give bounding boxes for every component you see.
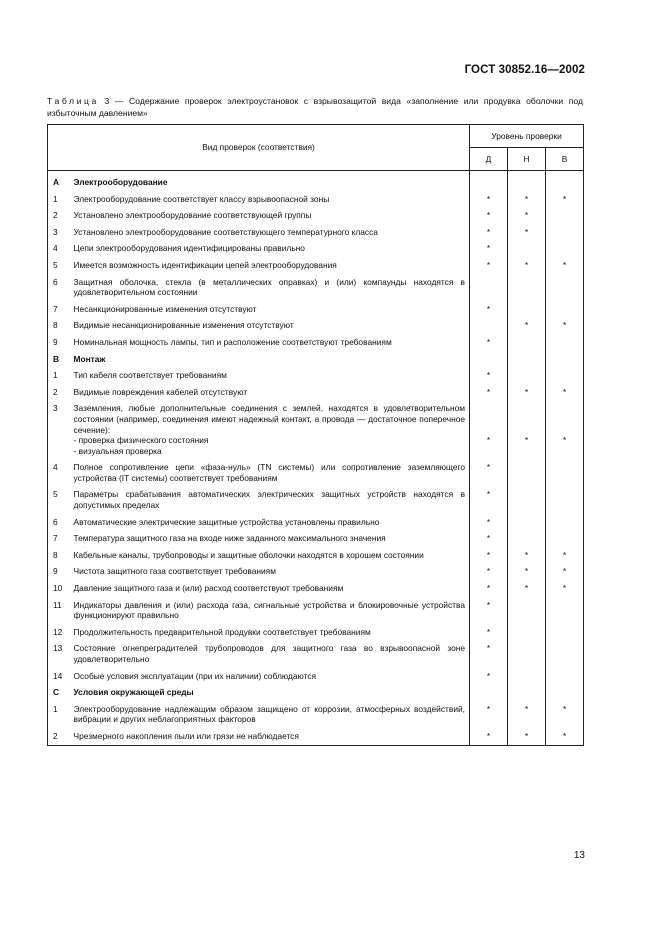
table-row [48, 301, 584, 318]
mark-d: * [470, 668, 508, 685]
table-row [48, 580, 584, 597]
mark-n: * [508, 224, 546, 241]
table-row [48, 334, 584, 351]
mark-d: * [470, 624, 508, 641]
mark-v [546, 224, 584, 241]
mark-d [470, 684, 508, 701]
table-row [48, 274, 584, 301]
column-header-d: Д [470, 148, 508, 171]
mark-v: * [546, 701, 584, 728]
mark-n: * [508, 207, 546, 224]
row-description: Давление защитного газа и (или) расход соответствуют требованиям [73, 583, 344, 594]
row-number: 9 [48, 563, 70, 580]
row-number: 3 [48, 400, 70, 459]
section-title: Электрооборудование [73, 177, 168, 187]
row-number: 4 [48, 240, 70, 257]
table-row [48, 317, 584, 334]
row-number: 2 [48, 728, 70, 745]
row-description [70, 400, 470, 459]
row-number: 13 [48, 640, 70, 667]
mark-d: * [470, 547, 508, 564]
mark-n [508, 274, 546, 301]
mark-d: * [470, 191, 508, 208]
row-description: Защитная оболочка, стекла (в металлических оправках) и (или) компаунды находятся в удовлетворительном состоянии [73, 276, 466, 298]
mark-n: * [508, 563, 546, 580]
mark-n [508, 367, 546, 384]
row-number: 11 [48, 597, 70, 624]
mark-v: * [546, 728, 584, 745]
mark-v: * [546, 191, 584, 208]
mark-v: * [546, 580, 584, 597]
row-number: 8 [48, 547, 70, 564]
row-number: 1 [48, 367, 70, 384]
mark-v [546, 668, 584, 685]
mark-d: * [470, 563, 508, 580]
mark-d: * [470, 701, 508, 728]
mark-v [546, 400, 584, 459]
row-description: Цепи электрооборудования идентифицированы правильно [73, 243, 305, 254]
row-number: А [48, 171, 70, 191]
row-number: 10 [48, 580, 70, 597]
row-description: Несанкционированные изменения отсутствуют [73, 303, 257, 314]
row-subitem: - проверка физического состояния [73, 435, 209, 446]
mark-n [508, 459, 546, 486]
section-row [48, 171, 584, 191]
mark-d: * [470, 728, 508, 745]
mark-v-sub2: * [562, 435, 567, 446]
table-row [48, 486, 584, 513]
table-row [48, 240, 584, 257]
section-row [48, 351, 584, 368]
caption-lead: Таблица [47, 96, 99, 106]
column-header-n: Н [508, 148, 546, 171]
row-description: Чистота защитного газа соответствует требованиям [73, 566, 276, 577]
mark-v [546, 640, 584, 667]
mark-v [546, 684, 584, 701]
row-number: 1 [48, 191, 70, 208]
row-description: Установлено электрооборудование соответствующего температурного класса [73, 226, 378, 237]
row-description: Имеется возможность идентификации цепей электрооборудования [73, 259, 337, 270]
row-description: Состояние огнепреградителей трубопроводов для защитного газа во взрывоопасной зоне удовлетворительно [73, 643, 466, 664]
caption-text: 3 — Содержание проверок электроустановок с взрывозащитой вида «заполнение или продувка оболочки под избыточным давлением» [47, 96, 583, 118]
table-row [48, 384, 584, 401]
mark-v [546, 171, 584, 191]
table-row [48, 514, 584, 531]
row-number: 4 [48, 459, 70, 486]
mark-d: * [470, 459, 508, 486]
row-description: Индикаторы давления и (или) расхода газа, сигнальные устройства и блокировочные устройства функционируют правильно [73, 599, 466, 621]
row-description: Параметры срабатывания автоматических электрических защитных устройств находятся в допустимых пределах [73, 489, 466, 511]
row-description: Автоматические электрические защитные устройства установлены правильно [73, 516, 380, 527]
mark-v [546, 351, 584, 368]
mark-n: * [508, 257, 546, 274]
table-row [48, 728, 584, 745]
mark-d: * [470, 224, 508, 241]
mark-d: * [470, 384, 508, 401]
row-number: 7 [48, 530, 70, 547]
row-number: 12 [48, 624, 70, 641]
row-description: Номинальная мощность лампы, тип и расположение соответствуют требованиям [73, 336, 392, 347]
table-body [48, 171, 584, 746]
mark-d-sub1: * [486, 435, 491, 446]
document-code: ГОСТ 30852.16—2002 [464, 64, 585, 76]
column-header-level: Уровень проверки [470, 125, 584, 148]
mark-d: * [470, 207, 508, 224]
mark-d [470, 351, 508, 368]
mark-v: * [546, 257, 584, 274]
table-row [48, 668, 584, 685]
row-number: С [48, 684, 70, 701]
mark-n [508, 684, 546, 701]
mark-d: * [470, 486, 508, 513]
mark-d [470, 400, 508, 459]
mark-n: * [508, 191, 546, 208]
row-number: В [48, 351, 70, 368]
mark-n: * [508, 701, 546, 728]
mark-v: * [546, 317, 584, 334]
section-title: Условия окружающей среды [73, 687, 194, 698]
table-row [48, 547, 584, 564]
mark-v [546, 514, 584, 531]
mark-v [546, 486, 584, 513]
table-row [48, 191, 584, 208]
mark-n [508, 597, 546, 624]
row-number: 3 [48, 224, 70, 241]
row-number: 5 [48, 257, 70, 274]
table-row [48, 257, 584, 274]
mark-d: * [470, 367, 508, 384]
table-row [48, 207, 584, 224]
mark-n [508, 171, 546, 191]
table-row [48, 701, 584, 728]
row-number: 2 [48, 207, 70, 224]
section-title: Монтаж [73, 353, 106, 364]
inspection-table [47, 124, 584, 746]
mark-v [546, 240, 584, 257]
mark-d: * [470, 334, 508, 351]
table-row [48, 563, 584, 580]
mark-v [546, 367, 584, 384]
row-description: Температура защитного газа на входе ниже заданного максимального значения [73, 533, 386, 544]
mark-n: * [508, 384, 546, 401]
row-description-main: Заземления, любые дополнительные соединения с землей, находятся в удовлетворительном состоянии (например, соединения имеют надежный контакт, а провода — достаточное поперечное сечение): [73, 403, 466, 435]
table-row [48, 624, 584, 641]
mark-n [508, 400, 546, 459]
table-row [48, 400, 584, 459]
column-header-check-type: Вид проверок (соответствия) [48, 125, 470, 171]
row-number: 6 [48, 514, 70, 531]
mark-v [546, 334, 584, 351]
row-description: Кабельные каналы, трубопроводы и защитные оболочки находятся в хорошем состоянии [73, 549, 424, 560]
mark-n: * [508, 580, 546, 597]
table-row [48, 224, 584, 241]
mark-n [508, 624, 546, 641]
row-number: 9 [48, 334, 70, 351]
row-subitem: - визуальная проверка [73, 445, 162, 456]
mark-d: * [470, 597, 508, 624]
mark-d: * [470, 530, 508, 547]
mark-n-sub2: * [524, 435, 529, 446]
mark-v [546, 624, 584, 641]
mark-d: * [470, 640, 508, 667]
row-number: 5 [48, 486, 70, 513]
table-caption [47, 95, 583, 119]
row-description: Видимые несанкционированные изменения отсутствуют [73, 320, 294, 331]
mark-n: * [508, 728, 546, 745]
mark-v [546, 274, 584, 301]
table-row [48, 367, 584, 384]
row-number: 8 [48, 317, 70, 334]
mark-n [508, 301, 546, 318]
mark-n [508, 530, 546, 547]
mark-d [470, 171, 508, 191]
mark-n [508, 334, 546, 351]
mark-d: * [470, 580, 508, 597]
mark-n [508, 640, 546, 667]
row-description: Полное сопротивление цепи «фаза-нуль» (TN системы) или сопротивление заземляющего устройства (IT системы) соответствует требованиям [73, 462, 466, 483]
row-description: Продолжительность предварительной продувки соответствует требованиям [73, 626, 371, 637]
mark-v [546, 459, 584, 486]
mark-n [508, 668, 546, 685]
mark-n [508, 240, 546, 257]
mark-n: * [508, 317, 546, 334]
row-description: Электрооборудование надлежащим образом защищено от коррозии, атмосферных воздействий, вибрации и других неблагоприятных факторов [73, 703, 466, 725]
row-number: 14 [48, 668, 70, 685]
mark-v: * [546, 563, 584, 580]
row-number: 1 [48, 701, 70, 728]
row-description: Чрезмерного накопления пыли или грязи не наблюдается [70, 728, 470, 745]
row-description: Электрооборудование соответствует классу взрывоопасной зоны [73, 193, 330, 204]
mark-v: * [546, 384, 584, 401]
mark-v [546, 207, 584, 224]
table-row [48, 597, 584, 624]
table-row [48, 459, 584, 486]
mark-d: * [470, 257, 508, 274]
mark-n: * [508, 547, 546, 564]
page-number: 13 [573, 850, 585, 861]
mark-n [508, 486, 546, 513]
row-description: Тип кабеля соответствует требованиям [73, 370, 227, 381]
mark-v [546, 597, 584, 624]
row-number: 7 [48, 301, 70, 318]
row-description: Особые условия эксплуатации (при их наличии) соблюдаются [73, 670, 317, 681]
mark-n [508, 351, 546, 368]
row-number: 2 [48, 384, 70, 401]
mark-d: * [470, 514, 508, 531]
mark-v [546, 530, 584, 547]
mark-d [470, 317, 508, 334]
mark-d: * [470, 301, 508, 318]
row-description: Установлено электрооборудование соответствующей группы [73, 210, 312, 221]
row-number: 6 [48, 274, 70, 301]
mark-d: * [470, 240, 508, 257]
mark-v: * [546, 547, 584, 564]
table-row [48, 640, 584, 667]
mark-d [470, 274, 508, 301]
row-description: Видимые повреждения кабелей отсутствуют [73, 386, 248, 397]
table-row [48, 530, 584, 547]
column-header-v: В [546, 148, 584, 171]
mark-v [546, 301, 584, 318]
section-row [48, 684, 584, 701]
mark-n [508, 514, 546, 531]
